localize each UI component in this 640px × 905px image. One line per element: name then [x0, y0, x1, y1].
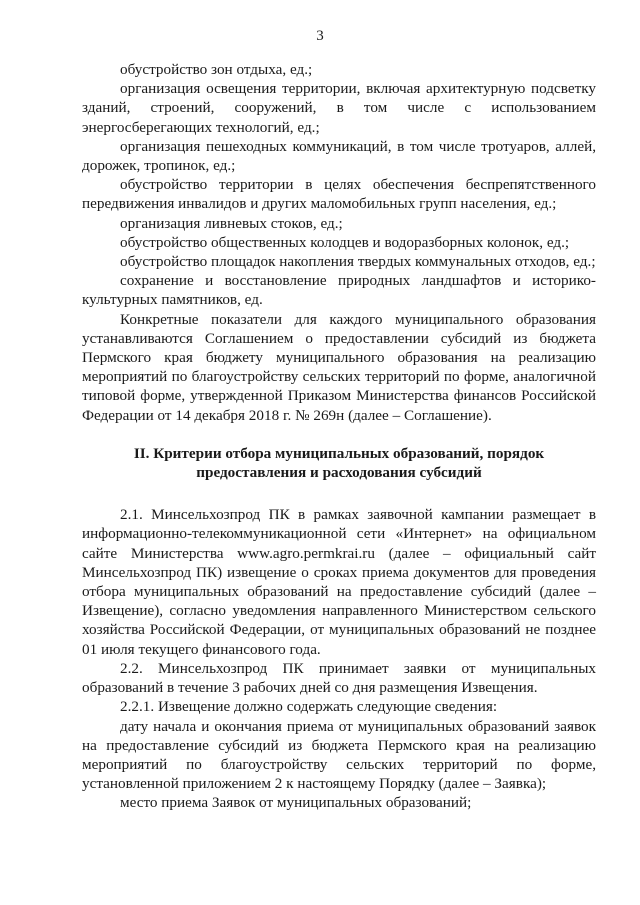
section-heading-line-1: II. Критерии отбора муниципальных образований, порядок: [133, 444, 545, 462]
paragraph: 2.2.1. Извещение должно содержать следующие сведения:: [120, 698, 498, 716]
paragraph: обустройство площадок накопления твердых коммунальных отходов, ед.;: [120, 253, 596, 271]
section-heading: [82, 444, 596, 482]
paragraph: организация ливневых стоков, ед.;: [120, 214, 343, 232]
paragraph: место приема Заявок от муниципальных образований;: [120, 794, 472, 812]
paragraph: организация освещения территории, включая архитектурную подсветку зданий, строений, сооружений, в том числе с использованием энергосберегающих технологий, ед.;: [82, 80, 596, 136]
paragraph: 2.2. Минсельхозпрод ПК принимает заявки от муниципальных образований в течение 3 рабочих дней со дня размещения Извещения.: [82, 659, 596, 697]
document-body: [82, 60, 596, 813]
section-heading-line-2: предоставления и расходования субсидий: [196, 464, 482, 482]
paragraph: обустройство территории в целях обеспечения беспрепятственного передвижения инвалидов и других маломобильных групп населения, ед.;: [82, 176, 596, 213]
paragraph: обустройство зон отдыха, ед.;: [120, 61, 313, 78]
paragraph: дату начала и окончания приема от муниципальных образований заявок на предоставление субсидий из бюджета Пермского края на реализацию мероприятий по благоустройству сельских территорий по форме, установленной приложением 2 к настоящему Порядку (далее – Заявка);: [82, 717, 596, 793]
paragraph: обустройство общественных колодцев и водоразборных колонок, ед.;: [120, 233, 570, 251]
paragraph: Конкретные показатели для каждого муниципального образования устанавливаются Соглашением о предоставлении субсидий из бюджета Пермского края бюджету муниципального образования на реализацию мероприятий по благоустройству сельских территорий по форме, аналогичной типовой форме, утвержденной Приказом Министерства финансов Российской Федерации от 14 декабря 2018 г. № 269н (далее – Соглашение).: [82, 310, 596, 424]
paragraph: организация пешеходных коммуникаций, в том числе тротуаров, аллей, дорожек, тропинок, ед.;: [82, 137, 596, 175]
paragraph: 2.1. Минсельхозпрод ПК в рамках заявочной кампании размещает в информационно-телекоммуникационной сети «Интернет» на официальном сайте Министерства www.agro.permkrai.ru (далее – официальный сайт Минсельхозпрод ПК) извещение о сроках приема документов для проведения отбора муниципальных образований на предоставление субсидий (далее – Извещение), согласно уведомления направленного Министерством сельского хозяйства Российской Федерации, от муниципальных образований не позднее 01 июля текущего финансового года.: [82, 506, 596, 658]
paragraph: сохранение и восстановление природных ландшафтов и историко-культурных памятников, ед.: [82, 272, 596, 309]
page-number: 3: [316, 28, 324, 44]
